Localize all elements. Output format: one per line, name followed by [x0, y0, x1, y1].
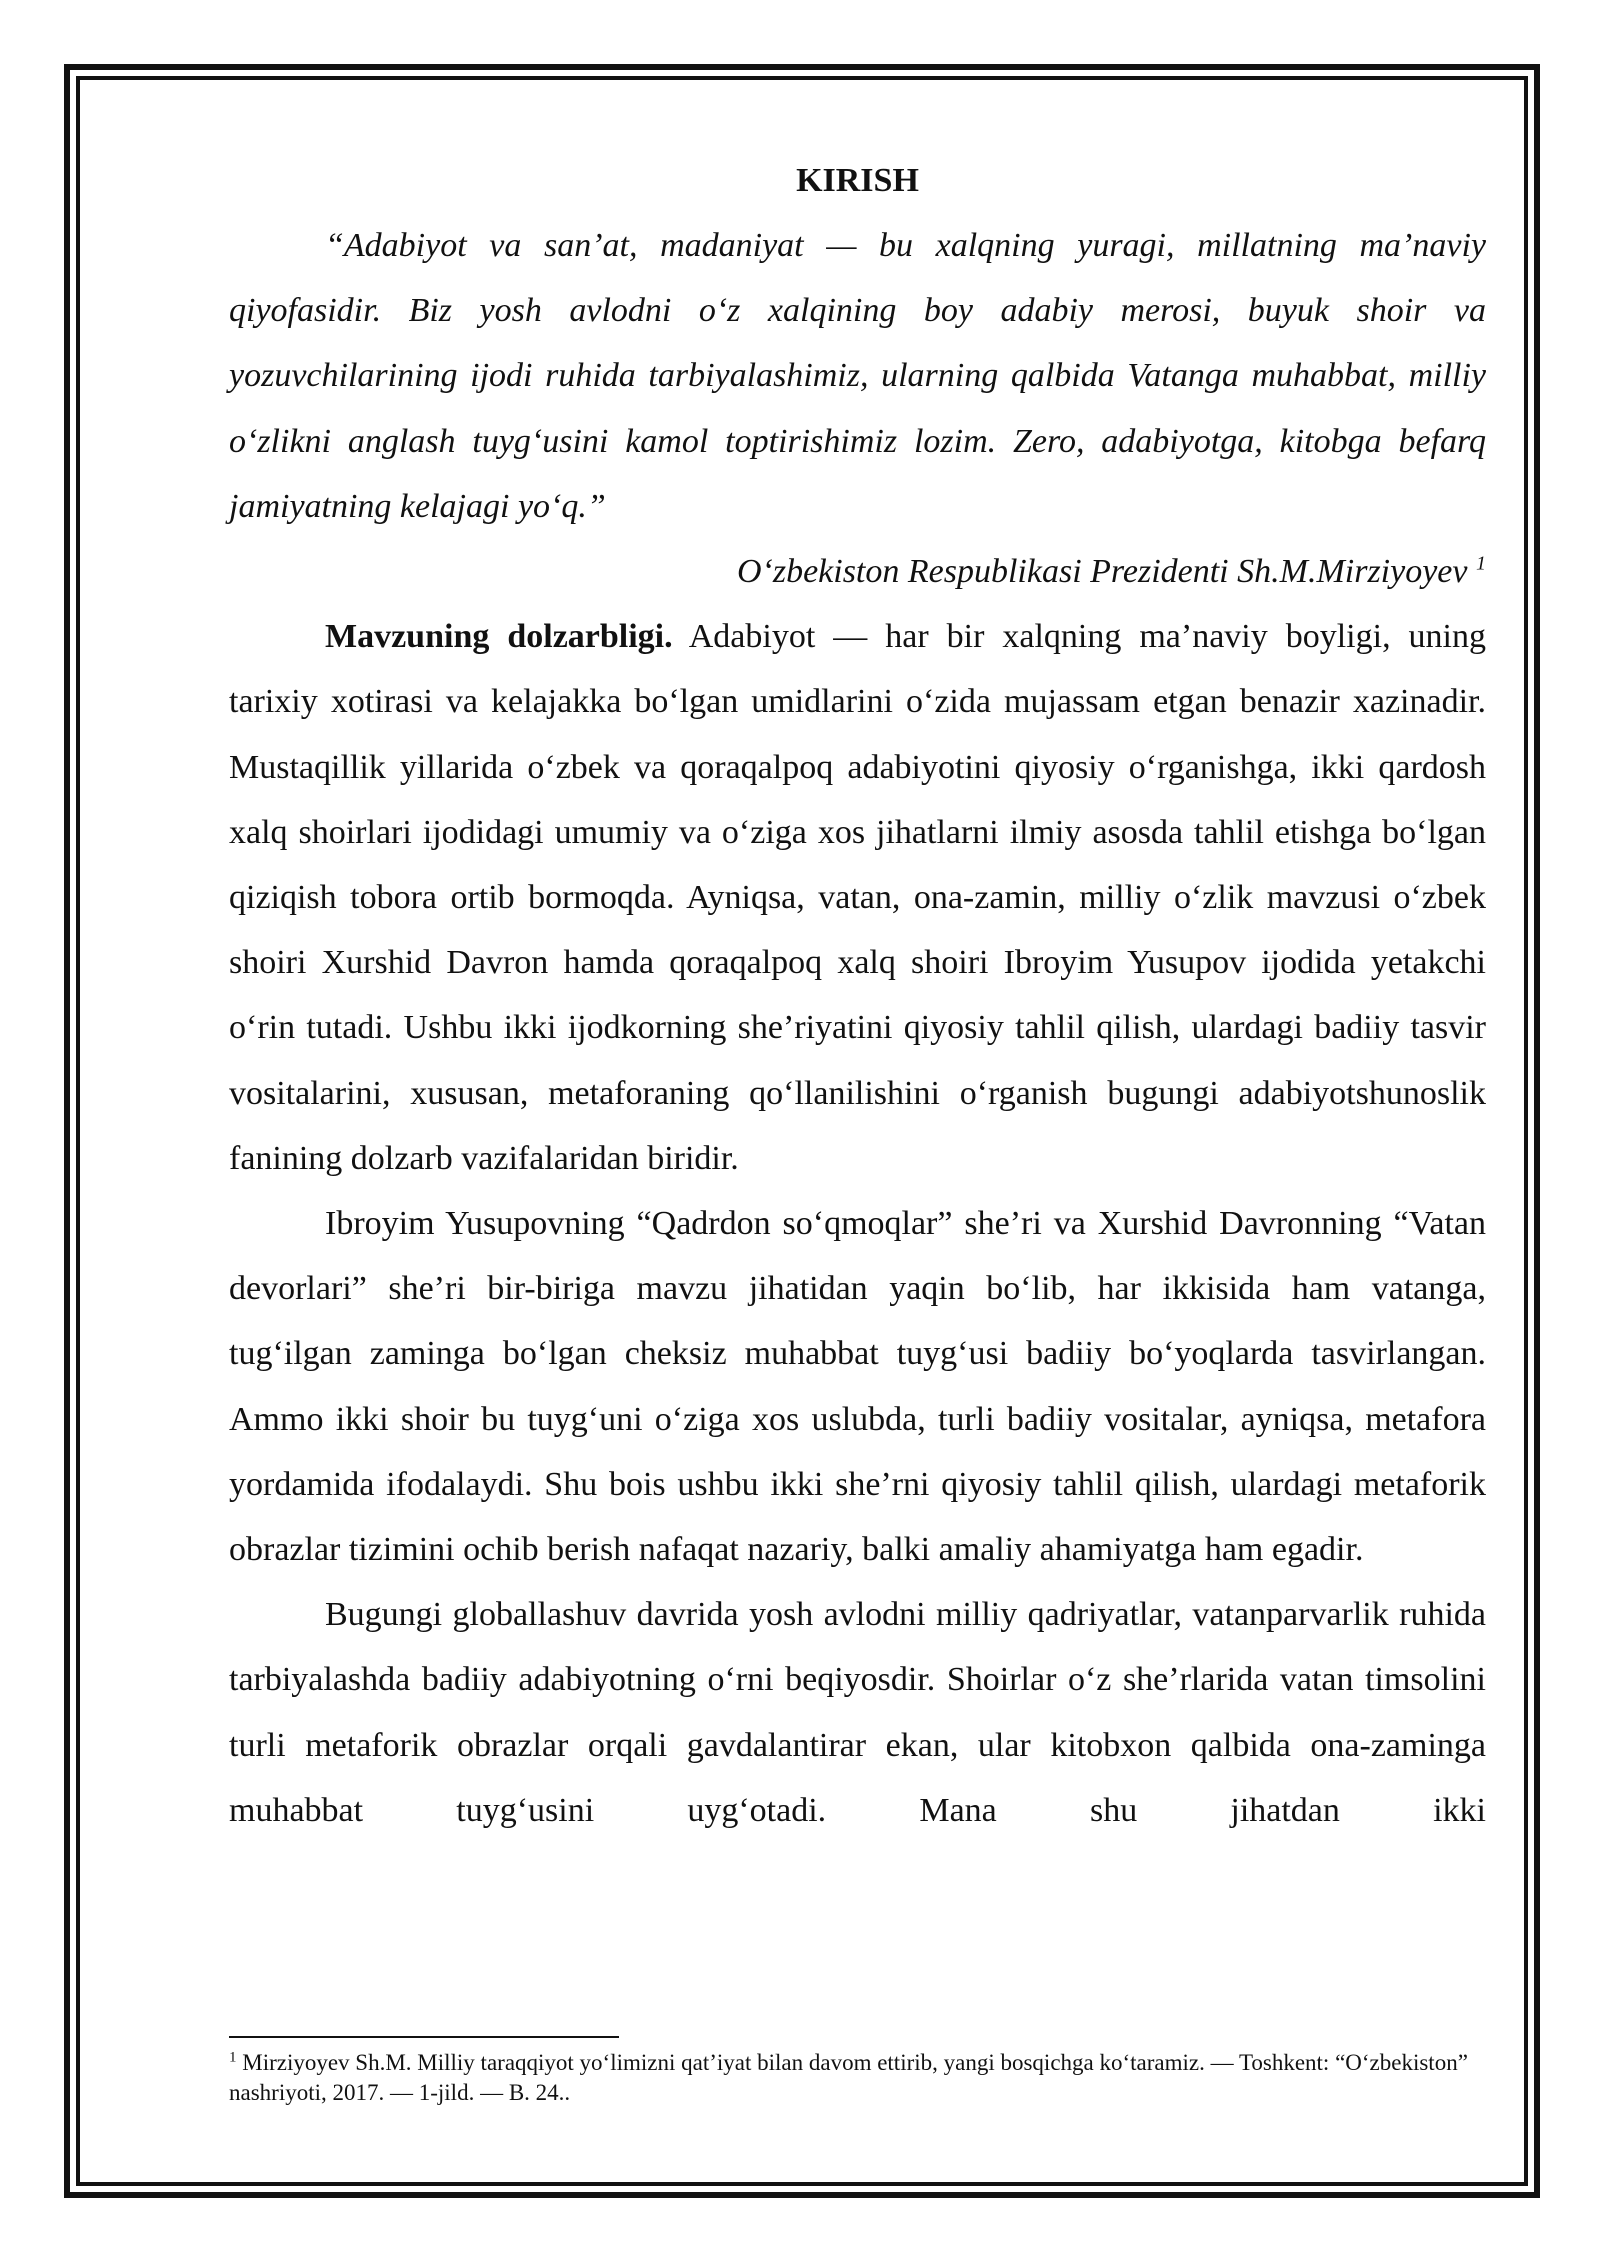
footnote-separator — [229, 2036, 619, 2038]
paragraph-relevance — [229, 604, 1486, 1191]
paragraph-text: Ibroyim Yusupovning “Qadrdon so‘qmoqlar” she’ri va Xurshid Davronning “Vatan devorlari” she’ri bir-biriga mavzu jihatidan yaqin bo‘lib, har ikkisida ham vatanga, tug‘ilgan zaminga bo‘lgan cheksiz muhabbat tuyg‘usi badiiy bo‘yoqlarda tasvirlangan. Ammo ikki shoir bu tuyg‘uni o‘ziga xos uslubda, turli badiiy vositalar, ayniqsa, metafora yordamida ifodalaydi. Shu bois ushbu ikki she’rni qiyosiy tahlil qilish, ulardagi metaforik obrazlar tizimini ochib berish nafaqat nazariy, balki amaliy ahamiyatga ham egadir. — [229, 1205, 1486, 1569]
paragraph-lead: Mavzuning dolzarbligi. — [325, 618, 673, 656]
epigraph-quote: “Adabiyot va san’at, madaniyat — bu xalqning yuragi, millatning ma’naviy qiyofasidir. Biz yosh avlodni o‘z xalqining boy adabiy merosi, buyuk shoir va yozuvchilarining ijodi ruhida tarbiyalashimiz, ularning qalbida Vatanga muhabbat, milliy o‘zlikni anglash tuyg‘usini kamol toptirishimiz lozim. Zero, adabiyotga, kitobga befarq jamiyatning kelajagi yo‘q.” — [229, 227, 1486, 525]
footnote-mark: 1 — [229, 2049, 237, 2066]
paragraph-text: Adabiyot — har bir xalqning ma’naviy boyligi, uning tarixiy xotirasi va kelajakka bo‘lgan umidlarini o‘zida mujassam etgan benazir xazinadir. Mustaqillik yillarida o‘zbek va qoraqalpoq adabiyotini qiyosiy o‘rganishga, ikki qardosh xalq shoirlari ijodidagi umumiy va o‘ziga xos jihatlarni ilmiy asosda tahlil etishga bo‘lgan qiziqish tobora ortib bormoqda. Ayniqsa, vatan, ona-zamin, milliy o‘zlik mavzusi o‘zbek shoiri Xurshid Davron hamda qoraqalpoq xalq shoiri Ibroyim Yusupov ijodida yetakchi o‘rin tutadi. Ushbu ikki ijodkorning she’riyatini qiyosiy tahlil qilish, ulardagi badiiy tasvir vositalarini, xususan, metaforaning qo‘llanilishini o‘rganish bugungi adabiyotshunoslik fanining dolzarb vazifalaridan biridir. — [229, 618, 1486, 1177]
footnote-reference[interactable]: 1 — [1476, 552, 1486, 575]
epigraph-attribution — [229, 539, 1486, 604]
footnote — [229, 2048, 1486, 2108]
page-body — [229, 148, 1486, 1843]
paragraph-poems — [229, 1191, 1486, 1582]
paragraph-globalization — [229, 1582, 1486, 1843]
attribution-text: O‘zbekiston Respublikasi Prezidenti Sh.M.Mirziyoyev — [736, 553, 1468, 591]
footnote-text: Mirziyoyev Sh.M. Milliy taraqqiyot yo‘limizni qat’iyat bilan davom ettirib, yangi bosqichga ko‘taramiz. — Toshkent: “O‘zbekiston” nashriyoti, 2017. — 1-jild. — B. 24.. — [229, 2050, 1468, 2105]
section-heading: KIRISH — [796, 162, 919, 199]
paragraph-text: Bugungi globallashuv davrida yosh avlodni milliy qadriyatlar, vatanparvarlik ruhida tarbiyalashda badiiy adabiyotning o‘rni beqiyosdir. Shoirlar o‘z she’rlarida vatan timsolini turli metaforik obrazlar orqali gavdalantirar ekan, ular kitobxon qalbida ona-zaminga muhabbat tuyg‘usini uyg‘otadi. Mana shu jihatdan ikki — [229, 1596, 1486, 1829]
